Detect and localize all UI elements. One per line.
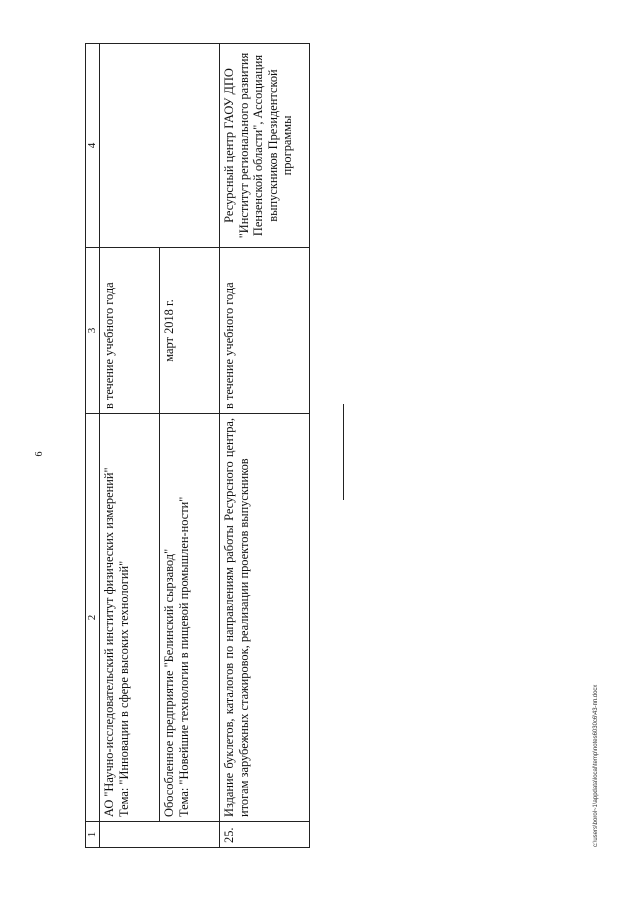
header-col-2: 2: [86, 414, 100, 822]
row-25-date: в течение учебного года: [219, 248, 309, 414]
row-24-org2-cell: [159, 414, 219, 822]
row-24-executor: [99, 44, 219, 248]
row-24-org2-date: март 2018 г.: [159, 248, 219, 414]
org1-name: АО "Научно-исследовательский институт физических измерений": [101, 467, 116, 817]
org2-name: Обособленное предприятие "Белинский сырзавод": [161, 548, 176, 817]
separator-line: [343, 404, 344, 500]
header-col-3: 3: [86, 248, 100, 414]
page-number: 6: [34, 451, 45, 457]
org1-topic: Тема: "Инновации в сфере высоких технологий": [116, 560, 131, 817]
plan-table: [85, 43, 310, 848]
rotated-table-wrapper: [85, 44, 310, 848]
row-25-number: 25.: [219, 822, 309, 848]
header-col-1: 1: [86, 822, 100, 848]
table-row-25: [219, 44, 309, 848]
row-24-org1-cell: [99, 414, 159, 822]
footer-file-path: c:\users\borol~1\appdata\local\temp\notes6030c6\43-пп.docx: [593, 684, 599, 847]
row-25-content: Издание буклетов, каталогов по направлениям работы Ресурсного центра, итогам зарубежных стажировок, реализации проектов выпускников: [219, 414, 309, 822]
row-25-executor: Ресурсный центр ГАОУ ДПО "Институт регионального развития Пензенской области", Ассоциация выпускников Президентской программы: [219, 44, 309, 248]
table-row-24-org1: [99, 44, 159, 848]
row-24-org1-date: в течение учебного года: [99, 248, 159, 414]
header-col-4: 4: [86, 44, 100, 248]
row-24-number: [99, 822, 219, 848]
table-header-row: [86, 44, 100, 848]
org2-topic: Тема: "Новейшие технологии в пищевой промышлен-ности": [176, 496, 191, 817]
